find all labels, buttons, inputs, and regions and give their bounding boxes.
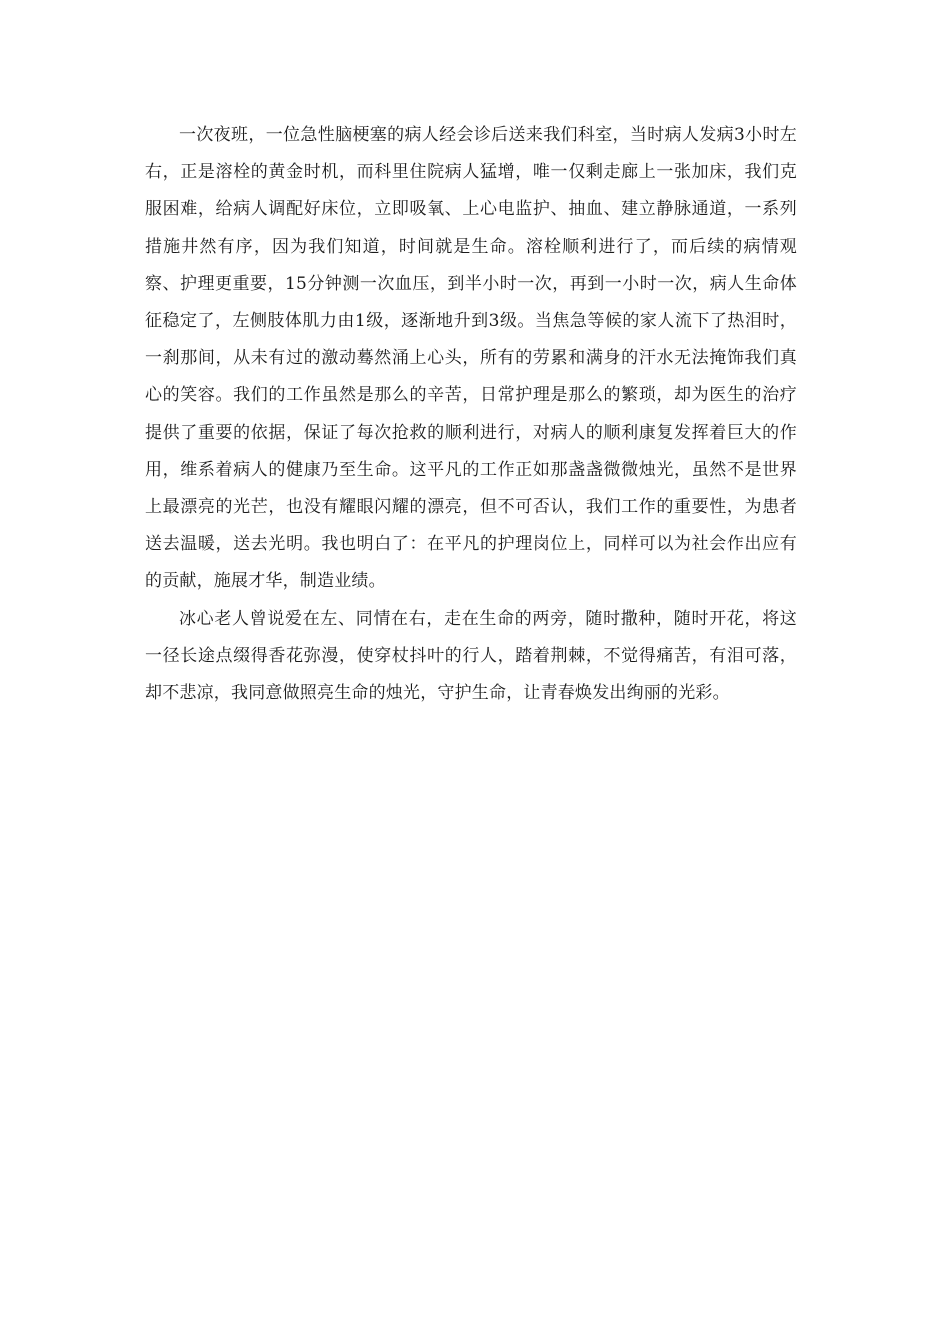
paragraph-2: 冰心老人曾说爱在左、同情在右，走在生命的两旁，随时撒种，随时开花，将这一径长途点缀得香花弥漫，使穿杖抖叶的行人，踏着荆棘，不觉得痛苦，有泪可落，却不悲凉，我同意做照亮生命的烛光，守护生命，让青春焕发出绚丽的光彩。 [145,608,797,704]
paragraph-1: 一次夜班，一位急性脑梗塞的病人经会诊后送来我们科室，当时病人发病3小时左右，正是溶栓的黄金时机，而科里住院病人猛增，唯一仅剩走廊上一张加床，我们克服困难，给病人调配好床位，立即吸氧、上心电监护、抽血、建立静脉通道，一系列措施井然有序，因为我们知道，时间就是生命。溶栓顺利进行了，而后续的病情观察、护理更重要，15分钟测一次血压，到半小时一次，再到一小时一次，病人生命体征稳定了，左侧肢体肌力由1级，逐渐地升到3级。当焦急等候的家人流下了热泪时，一刹那间，从未有过的激动蓦然涌上心头，所有的劳累和满身的汗水无法掩饰我们真心的笑容。我们的工作虽然是那么的辛苦，日常护理是那么的繁琐，却为医生的治疗提供了重要的依据，保证了每次抢救的顺利进行，对病人的顺利康复发挥着巨大的作用，维系着病人的健康乃至生命。这平凡的工作正如那盏盏微微烛光，虽然不是世界上最漂亮的光芒，也没有耀眼闪耀的漂亮，但不可否认，我们工作的重要性，为患者送去温暖，送去光明。我也明白了：在平凡的护理岗位上，同样可以为社会作出应有的贡献，施展才华，制造业绩。 [145,125,797,592]
document-body [145,117,797,712]
